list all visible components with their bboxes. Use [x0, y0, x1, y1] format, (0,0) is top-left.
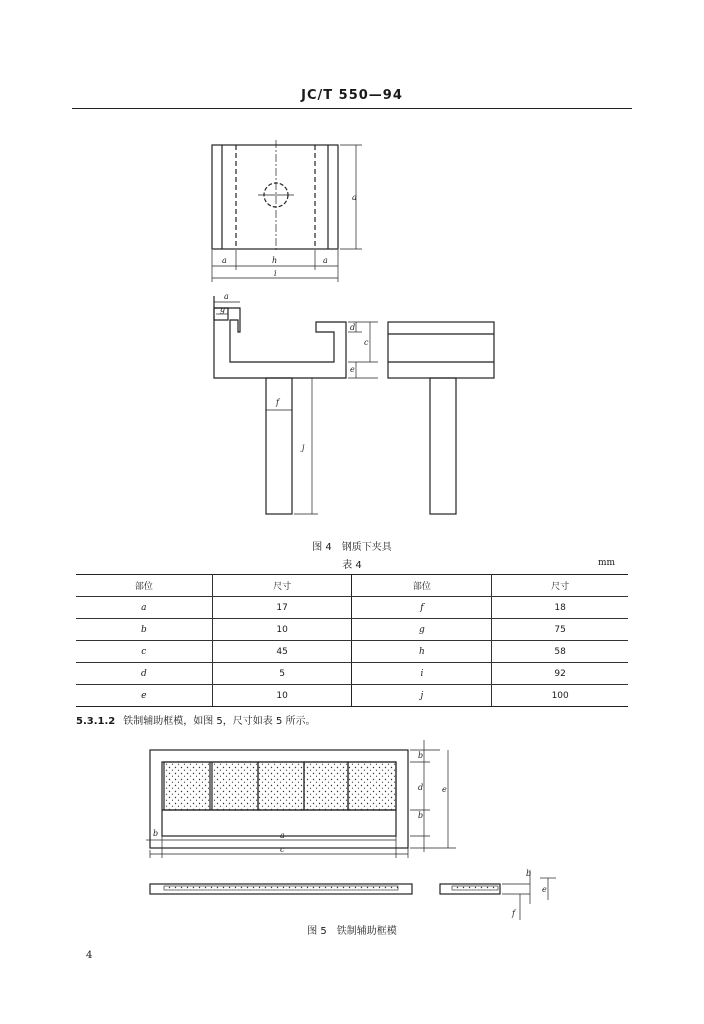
table-4-header-size-1: 尺寸 — [212, 575, 352, 597]
fig4-side-profile — [214, 296, 346, 378]
fig4-label-f: f — [276, 398, 279, 407]
fig4-label-h: h — [272, 256, 278, 265]
fig5-label-b-top: b — [418, 751, 424, 760]
table-cell-part: j — [352, 685, 492, 707]
figure-5-svg — [0, 730, 704, 925]
table-cell-part: c — [76, 641, 212, 663]
table-cell-part: h — [352, 641, 492, 663]
table-cell-size: 10 — [212, 685, 352, 707]
section-text: 铁制辅助框模，如图 5，尺寸如表 5 所示。 — [123, 716, 316, 727]
table-cell-size: 58 — [492, 641, 628, 663]
fig5-cell — [212, 762, 258, 810]
table-cell-size: 18 — [492, 597, 628, 619]
fig4-label-e: e — [350, 365, 355, 374]
table-4-header-row — [76, 575, 628, 597]
fig5-cell — [348, 762, 396, 810]
fig5-label-a: a — [280, 831, 285, 840]
table-4-unit: mm — [598, 558, 616, 568]
fig4-label-i: i — [274, 269, 277, 278]
table-row — [76, 597, 628, 619]
fig5-label-b-left: b — [153, 829, 159, 838]
fig4-end-view-head — [388, 322, 494, 378]
fig5-label-f: f — [512, 909, 515, 918]
fig4-end-view-stem — [430, 378, 456, 514]
figure-5-caption: 图 5 铁制辅助框模 — [307, 926, 397, 937]
fig5-label-b-small: b — [526, 869, 532, 878]
table-4-header-size-2: 尺寸 — [492, 575, 628, 597]
fig5-label-d: d — [418, 783, 424, 792]
figure-4-caption: 图 4 钢质下夹具 — [312, 542, 392, 553]
fig5-label-c: c — [280, 845, 285, 854]
table-cell-part: d — [76, 663, 212, 685]
table-row — [76, 685, 628, 707]
table-cell-size: 92 — [492, 663, 628, 685]
fig5-label-e-small: e — [542, 885, 547, 894]
table-row — [76, 641, 628, 663]
fig4-label-d: d — [350, 323, 356, 332]
fig5-cell — [304, 762, 348, 810]
table-cell-size: 5 — [212, 663, 352, 685]
fig4-label-g: g — [220, 305, 226, 314]
table-cell-part: b — [76, 619, 212, 641]
table-4 — [76, 574, 628, 707]
table-4-header-part-1: 部位 — [76, 575, 212, 597]
fig4-label-a-vertical: a — [352, 193, 357, 202]
table-row — [76, 663, 628, 685]
table-cell-part: f — [352, 597, 492, 619]
table-cell-part: i — [352, 663, 492, 685]
table-cell-size: 17 — [212, 597, 352, 619]
fig5-cell — [258, 762, 304, 810]
figure-5-drawing — [0, 730, 704, 925]
table-cell-part: e — [76, 685, 212, 707]
table-cell-part: a — [76, 597, 212, 619]
section-number: 5.3.1.2 — [76, 716, 116, 727]
table-cell-size: 75 — [492, 619, 628, 641]
fig4-label-a-left: a — [222, 256, 227, 265]
running-header: JC/T 550—94 — [301, 88, 403, 103]
fig4-label-c: c — [364, 338, 369, 347]
fig4-label-a-side: a — [224, 292, 229, 301]
table-row — [76, 619, 628, 641]
fig4-label-j: j — [302, 443, 305, 452]
fig5-label-e: e — [442, 785, 447, 794]
fig4-label-a-right: a — [323, 256, 328, 265]
fig4-stem — [266, 378, 292, 514]
fig5-cell — [164, 762, 210, 810]
table-cell-size: 10 — [212, 619, 352, 641]
table-4-header-part-2: 部位 — [352, 575, 492, 597]
section-5-3-1-2 — [76, 712, 316, 727]
table-4-title: 表 4 — [342, 560, 362, 571]
fig4-top-view-outline — [212, 145, 338, 249]
fig5-label-b-bottom: b — [418, 811, 424, 820]
page-number: 4 — [86, 950, 93, 961]
table-cell-part: g — [352, 619, 492, 641]
table-cell-size: 45 — [212, 641, 352, 663]
table-cell-size: 100 — [492, 685, 628, 707]
